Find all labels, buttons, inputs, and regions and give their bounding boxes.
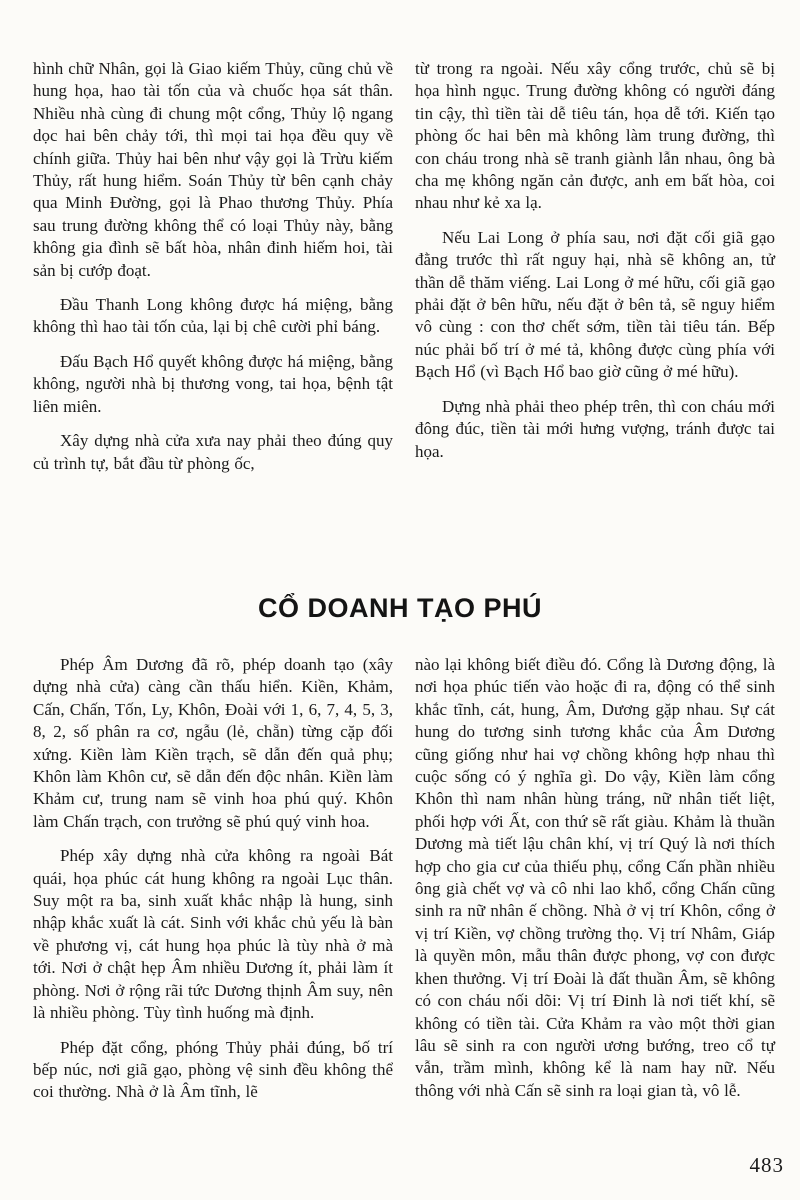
paragraph: từ trong ra ngoài. Nếu xây cổng trước, chủ sẽ bị họa hình ngục. Trung đường không có người đáng tin cậy, thì tiền tài dễ tiêu tán, họa dễ tới. Kiến tạo phòng ốc hai bên mà không làm trung đường, thì con cháu trong nhà sẽ tranh giành lẫn nhau, ông bà cha mẹ không ngăn cản được, anh em bất hòa, coi nhau như kẻ xa lạ. xyxy=(415,59,775,213)
top-section xyxy=(33,58,775,475)
paragraph: Phép xây dựng nhà cửa không ra ngoài Bát quái, họa phúc cát hung không ra ngoài Lục thân. Suy một ra ba, sinh xuất khắc nhập là hung, sinh nhập khắc xuất là cát. Sinh với khắc chủ yếu là bàn về phương vị, cát hung họa phúc là tùy nhà ở mà tới. Nơi ở chật hẹp Âm nhiều Dương ít, phải làm ít phòng. Nơi ở rộng rãi tức Dương thịnh Âm suy, nên là nhiều phòng. Tùy tình huống mà định. xyxy=(33,846,393,1023)
bottom-left-column xyxy=(33,654,393,1104)
paragraph: nào lại không biết điều đó. Cổng là Dương động, là nơi họa phúc tiến vào hoặc đi ra, động có thể sinh khắc tĩnh, cát, hung, Âm, Dương gặp nhau. Sự cát hung do tương sinh tương khắc của Âm Dương cũng giống như hai vợ chồng không hợp nhau thì cuộc sống có ý nghĩa gì. Do vậy, Kiền làm cổng Khôn thì nam nhân hùng tráng, nữ nhân tiết liệt, phối hợp với Ất, con thứ sẽ rất giàu. Khảm là thuần Dương mà tiết lậu chân khí, vị trí Quý là nơi thích hợp cho gia cư của thiếu phụ, cổng Cấn phần nhiều ông già chết vợ và cô nhi lao khổ, cổng Chấn cũng sinh ra nữ nhân ế chồng. Nhà ở vị trí Khôn, cổng ở vị trí Kiền, vợ chồng trường thọ. Vị trí Nhâm, Giáp là quyền môn, mẫu thân được phong, vợ con được khen thưởng. Vị trí Đoài là đất thuần Âm, sẽ không có con cháu nối dõi: Vị trí Đinh là nơi tiết khí, sẽ không có tiền tài. Cửa Khảm ra vào một thời gian lâu sẽ sinh ra con người ương bướng, treo cổ tự vẫn, trầm mình, không kể là nam hay nữ. Nếu thông với nhà Cấn sẽ sinh ra loại gian tà, vô lễ. xyxy=(415,655,775,1100)
top-right-column xyxy=(415,58,775,475)
section-heading: CỔ DOANH TẠO PHÚ xyxy=(258,593,542,623)
paragraph: Nếu Lai Long ở phía sau, nơi đặt cối giã gạo đằng trước thì rất nguy hại, nhà sẽ không an, tử thần dễ thăm viếng. Lai Long ở mé hữu, cối giã gạo phải đặt ở bên hữu, nếu đặt ở bên tả, sẽ nguy hiểm vô cùng : con thơ chết sớm, tiền tài tiêu tán. Bếp núc phải bố trí ở mé tả, không được cùng phía với Bạch Hổ (vì Bạch Hổ bao giờ cũng ở mé hữu). xyxy=(415,227,775,382)
paragraph: Dựng nhà phải theo phép trên, thì con cháu mới đông đúc, tiền tài mới hưng vượng, tránh được tai họa. xyxy=(415,396,775,461)
bottom-section xyxy=(33,654,775,1104)
paragraph: Xây dựng nhà cửa xưa nay phải theo đúng quy củ trình tự, bắt đầu từ phòng ốc, xyxy=(33,431,393,473)
paragraph: hình chữ Nhân, gọi là Giao kiếm Thủy, cũng chủ về hung họa, hao tài tốn của và chuốc họa sát thân. Nhiều nhà cùng đi chung một cổng, Thủy lộ ngang dọc hai bên chảy tới, thì mọi tai họa đều quy về chính giữa. Thủy hai bên như vậy gọi là Trừu kiếm Thủy, rất hung hiểm. Soán Thủy từ bên cạnh chảy qua Minh Đường, gọi là Phao thương Thủy. Phía sau trung đường không thể có loại Thủy này, bằng không gia đình sẽ bất hòa, nhân đinh hiếm hoi, tài sản bị cướp đoạt. xyxy=(33,59,393,280)
paragraph: Phép Âm Dương đã rõ, phép doanh tạo (xây dựng nhà cửa) càng cần thấu hiển. Kiền, Khảm, Cấn, Chấn, Tốn, Ly, Khôn, Đoài với 1, 6, 7, 4, 5, 3, 8, 2, số phân ra cơ, ngẫu (lẻ, chẵn) từng cặp đối xứng. Kiền làm Kiền trạch, sẽ dẫn đến quả phụ; Khôn làm Khôn cư, sẽ dẫn đến độc nhân. Kiền làm Khảm cư, trung nam sẽ vinh hoa phú quý. Khôn làm Chấn trạch, con trưởng sẽ phú quý vinh hoa. xyxy=(33,655,393,831)
paragraph: Đấu Bạch Hổ quyết không được há miệng, bằng không, người nhà bị thương vong, tai họa, bệnh tật liên miên. xyxy=(33,351,393,416)
paragraph: Đầu Thanh Long không được há miệng, bằng không thì hao tài tốn của, lại bị chê cười phỉ báng. xyxy=(33,295,393,337)
bottom-right-column xyxy=(415,654,775,1104)
page-number: 483 xyxy=(749,1153,784,1177)
top-left-column xyxy=(33,58,393,475)
paragraph: Phép đặt cổng, phóng Thủy phải đúng, bố trí bếp núc, nơi giã gạo, phòng vệ sinh đều không thể coi thường. Nhà ở là Âm tĩnh, lẽ xyxy=(33,1037,393,1102)
